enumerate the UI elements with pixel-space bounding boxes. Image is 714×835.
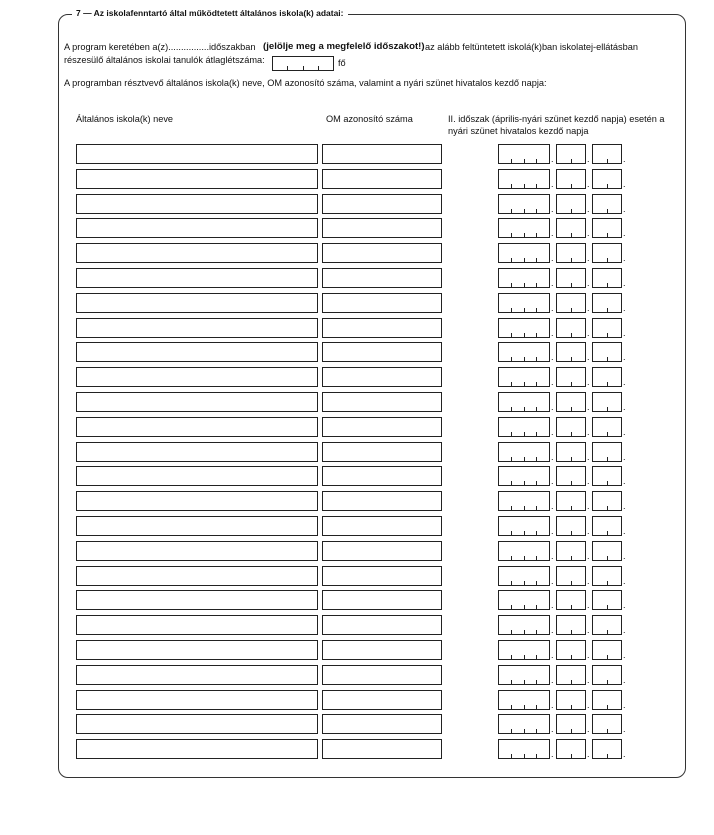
date-year-field[interactable] <box>498 169 550 189</box>
date-separator: . <box>551 328 554 338</box>
om-id-field[interactable] <box>322 690 442 710</box>
date-separator: . <box>623 650 626 660</box>
school-name-field[interactable] <box>76 466 318 486</box>
date-day-field[interactable] <box>592 640 622 660</box>
date-separator: . <box>551 228 554 238</box>
date-year-field[interactable] <box>498 590 550 610</box>
date-separator: . <box>623 476 626 486</box>
school-name-field[interactable] <box>76 293 318 313</box>
date-separator: . <box>551 576 554 586</box>
date-separator: . <box>587 501 590 511</box>
date-month-field[interactable] <box>556 566 586 586</box>
date-header-line2: nyári szünet hivatalos kezdő napja <box>448 126 589 136</box>
date-separator: . <box>551 154 554 164</box>
date-year-field[interactable] <box>498 318 550 338</box>
date-separator: . <box>551 278 554 288</box>
date-month-field[interactable] <box>556 739 586 759</box>
om-id-field[interactable] <box>322 491 442 511</box>
om-id-field[interactable] <box>322 516 442 536</box>
date-separator: . <box>623 452 626 462</box>
school-name-field[interactable] <box>76 516 318 536</box>
date-day-field[interactable] <box>592 144 622 164</box>
date-separator: . <box>587 724 590 734</box>
date-day-field[interactable] <box>592 417 622 437</box>
school-name-field[interactable] <box>76 392 318 412</box>
date-separator: . <box>551 402 554 412</box>
om-id-field[interactable] <box>322 541 442 561</box>
school-name-field[interactable] <box>76 169 318 189</box>
average-headcount-field[interactable] <box>272 56 334 71</box>
date-year-field[interactable] <box>498 194 550 214</box>
date-separator: . <box>623 303 626 313</box>
date-separator: . <box>551 501 554 511</box>
date-year-field[interactable] <box>498 491 550 511</box>
date-day-field[interactable] <box>592 169 622 189</box>
intro-line1-part1: A program keretében a(z)................időszakban <box>64 42 256 52</box>
date-year-field[interactable] <box>498 615 550 635</box>
school-name-field[interactable] <box>76 342 318 362</box>
date-separator: . <box>551 452 554 462</box>
date-separator: . <box>551 352 554 362</box>
om-id-field[interactable] <box>322 640 442 660</box>
school-name-field[interactable] <box>76 367 318 387</box>
date-year-field[interactable] <box>498 367 550 387</box>
school-name-field[interactable] <box>76 491 318 511</box>
date-year-field[interactable] <box>498 466 550 486</box>
school-name-field[interactable] <box>76 194 318 214</box>
date-year-field[interactable] <box>498 392 550 412</box>
date-separator: . <box>623 377 626 387</box>
date-separator: . <box>551 675 554 685</box>
date-separator: . <box>587 625 590 635</box>
date-day-field[interactable] <box>592 318 622 338</box>
date-day-field[interactable] <box>592 566 622 586</box>
date-month-field[interactable] <box>556 516 586 536</box>
om-id-header: OM azonosító száma <box>326 114 413 124</box>
date-year-field[interactable] <box>498 293 550 313</box>
date-month-field[interactable] <box>556 293 586 313</box>
om-id-field[interactable] <box>322 293 442 313</box>
date-separator: . <box>587 154 590 164</box>
date-day-field[interactable] <box>592 516 622 536</box>
school-name-field[interactable] <box>76 442 318 462</box>
date-day-field[interactable] <box>592 367 622 387</box>
date-separator: . <box>587 228 590 238</box>
om-id-field[interactable] <box>322 417 442 437</box>
date-day-field[interactable] <box>592 442 622 462</box>
date-separator: . <box>623 576 626 586</box>
school-name-field[interactable] <box>76 640 318 660</box>
school-name-field[interactable] <box>76 541 318 561</box>
om-id-field[interactable] <box>322 392 442 412</box>
intro-line2: részesülő általános iskolai tanulók átlaglétszáma: <box>64 55 265 65</box>
date-separator: . <box>551 204 554 214</box>
date-separator: . <box>551 253 554 263</box>
date-day-field[interactable] <box>592 690 622 710</box>
date-separator: . <box>587 303 590 313</box>
om-id-field[interactable] <box>322 665 442 685</box>
date-year-field[interactable] <box>498 665 550 685</box>
date-separator: . <box>551 179 554 189</box>
date-month-field[interactable] <box>556 491 586 511</box>
date-separator: . <box>623 675 626 685</box>
school-name-field[interactable] <box>76 690 318 710</box>
date-separator: . <box>587 650 590 660</box>
date-year-field[interactable] <box>498 690 550 710</box>
date-separator: . <box>623 278 626 288</box>
date-separator: . <box>587 427 590 437</box>
school-name-field[interactable] <box>76 417 318 437</box>
school-name-field[interactable] <box>76 665 318 685</box>
date-separator: . <box>623 402 626 412</box>
school-name-field[interactable] <box>76 615 318 635</box>
date-day-field[interactable] <box>592 392 622 412</box>
date-separator: . <box>623 328 626 338</box>
unit-label: fő <box>338 58 346 68</box>
date-month-field[interactable] <box>556 417 586 437</box>
date-year-field[interactable] <box>498 342 550 362</box>
date-year-field[interactable] <box>498 714 550 734</box>
om-id-field[interactable] <box>322 566 442 586</box>
date-separator: . <box>587 179 590 189</box>
date-month-field[interactable] <box>556 442 586 462</box>
date-year-field[interactable] <box>498 218 550 238</box>
date-year-field[interactable] <box>498 566 550 586</box>
date-year-field[interactable] <box>498 144 550 164</box>
date-day-field[interactable] <box>592 665 622 685</box>
school-name-field[interactable] <box>76 243 318 263</box>
om-id-field[interactable] <box>322 367 442 387</box>
date-separator: . <box>587 278 590 288</box>
date-month-field[interactable] <box>556 714 586 734</box>
school-name-field[interactable] <box>76 144 318 164</box>
intro-line3: A programban résztvevő általános iskola(k) neve, OM azonosító száma, valamint a nyári szünet hivatalos kezdő napja: <box>64 78 547 88</box>
date-separator: . <box>623 551 626 561</box>
om-id-field[interactable] <box>322 615 442 635</box>
date-year-field[interactable] <box>498 516 550 536</box>
date-separator: . <box>623 724 626 734</box>
date-separator: . <box>551 303 554 313</box>
date-month-field[interactable] <box>556 690 586 710</box>
date-month-field[interactable] <box>556 665 586 685</box>
om-id-field[interactable] <box>322 243 442 263</box>
date-month-field[interactable] <box>556 194 586 214</box>
date-day-field[interactable] <box>592 268 622 288</box>
date-separator: . <box>623 179 626 189</box>
date-separator: . <box>551 625 554 635</box>
date-year-field[interactable] <box>498 739 550 759</box>
date-month-field[interactable] <box>556 590 586 610</box>
date-separator: . <box>587 328 590 338</box>
date-separator: . <box>587 526 590 536</box>
date-separator: . <box>623 253 626 263</box>
date-separator: . <box>551 526 554 536</box>
date-separator: . <box>623 427 626 437</box>
date-separator: . <box>623 501 626 511</box>
date-month-field[interactable] <box>556 268 586 288</box>
date-separator: . <box>587 749 590 759</box>
intro-line1-bold: (jelölje meg a megfelelő időszakot!) <box>263 41 425 52</box>
date-separator: . <box>623 204 626 214</box>
date-month-field[interactable] <box>556 367 586 387</box>
date-separator: . <box>623 228 626 238</box>
date-separator: . <box>623 526 626 536</box>
school-name-field[interactable] <box>76 318 318 338</box>
date-separator: . <box>587 700 590 710</box>
date-day-field[interactable] <box>592 466 622 486</box>
date-separator: . <box>587 675 590 685</box>
date-day-field[interactable] <box>592 739 622 759</box>
date-separator: . <box>587 576 590 586</box>
date-day-field[interactable] <box>592 243 622 263</box>
date-month-field[interactable] <box>556 541 586 561</box>
date-month-field[interactable] <box>556 342 586 362</box>
intro-line1-part2: az alább feltüntetett iskolá(k)ban iskolatej-ellátásban <box>425 42 638 52</box>
om-id-field[interactable] <box>322 466 442 486</box>
date-separator: . <box>551 700 554 710</box>
date-separator: . <box>623 600 626 610</box>
school-name-field[interactable] <box>76 739 318 759</box>
date-separator: . <box>587 402 590 412</box>
date-month-field[interactable] <box>556 640 586 660</box>
section-title: 7 — Az iskolafenntartó által működtetett általános iskola(k) adatai: <box>72 8 348 18</box>
om-id-field[interactable] <box>322 169 442 189</box>
date-day-field[interactable] <box>592 342 622 362</box>
date-month-field[interactable] <box>556 615 586 635</box>
date-separator: . <box>551 476 554 486</box>
date-separator: . <box>623 352 626 362</box>
date-separator: . <box>587 452 590 462</box>
date-month-field[interactable] <box>556 392 586 412</box>
date-year-field[interactable] <box>498 640 550 660</box>
date-separator: . <box>587 377 590 387</box>
date-separator: . <box>587 476 590 486</box>
date-month-field[interactable] <box>556 169 586 189</box>
date-year-field[interactable] <box>498 442 550 462</box>
school-name-field[interactable] <box>76 566 318 586</box>
date-separator: . <box>623 749 626 759</box>
date-separator: . <box>587 551 590 561</box>
date-separator: . <box>623 154 626 164</box>
date-separator: . <box>587 600 590 610</box>
school-name-field[interactable] <box>76 590 318 610</box>
date-day-field[interactable] <box>592 615 622 635</box>
date-month-field[interactable] <box>556 318 586 338</box>
date-separator: . <box>551 551 554 561</box>
date-separator: . <box>551 650 554 660</box>
date-day-field[interactable] <box>592 590 622 610</box>
date-year-field[interactable] <box>498 541 550 561</box>
date-month-field[interactable] <box>556 218 586 238</box>
om-id-field[interactable] <box>322 590 442 610</box>
date-day-field[interactable] <box>592 491 622 511</box>
om-id-field[interactable] <box>322 318 442 338</box>
date-day-field[interactable] <box>592 194 622 214</box>
date-month-field[interactable] <box>556 466 586 486</box>
school-name-field[interactable] <box>76 218 318 238</box>
date-day-field[interactable] <box>592 218 622 238</box>
date-month-field[interactable] <box>556 243 586 263</box>
date-separator: . <box>587 352 590 362</box>
date-header-line1: II. időszak (április-nyári szünet kezdő napja) esetén a <box>448 114 665 124</box>
date-separator: . <box>587 253 590 263</box>
date-separator: . <box>551 427 554 437</box>
om-id-field[interactable] <box>322 342 442 362</box>
om-id-field[interactable] <box>322 442 442 462</box>
om-id-field[interactable] <box>322 714 442 734</box>
om-id-field[interactable] <box>322 739 442 759</box>
date-day-field[interactable] <box>592 714 622 734</box>
date-day-field[interactable] <box>592 541 622 561</box>
date-month-field[interactable] <box>556 144 586 164</box>
date-separator: . <box>551 600 554 610</box>
date-separator: . <box>587 204 590 214</box>
om-id-field[interactable] <box>322 144 442 164</box>
date-separator: . <box>551 724 554 734</box>
school-name-field[interactable] <box>76 268 318 288</box>
school-name-field[interactable] <box>76 714 318 734</box>
om-id-field[interactable] <box>322 194 442 214</box>
date-year-field[interactable] <box>498 243 550 263</box>
school-name-header: Általános iskola(k) neve <box>76 114 174 124</box>
date-year-field[interactable] <box>498 417 550 437</box>
date-separator: . <box>623 625 626 635</box>
date-separator: . <box>551 749 554 759</box>
date-day-field[interactable] <box>592 293 622 313</box>
om-id-field[interactable] <box>322 268 442 288</box>
date-year-field[interactable] <box>498 268 550 288</box>
date-separator: . <box>551 377 554 387</box>
om-id-field[interactable] <box>322 218 442 238</box>
date-separator: . <box>623 700 626 710</box>
